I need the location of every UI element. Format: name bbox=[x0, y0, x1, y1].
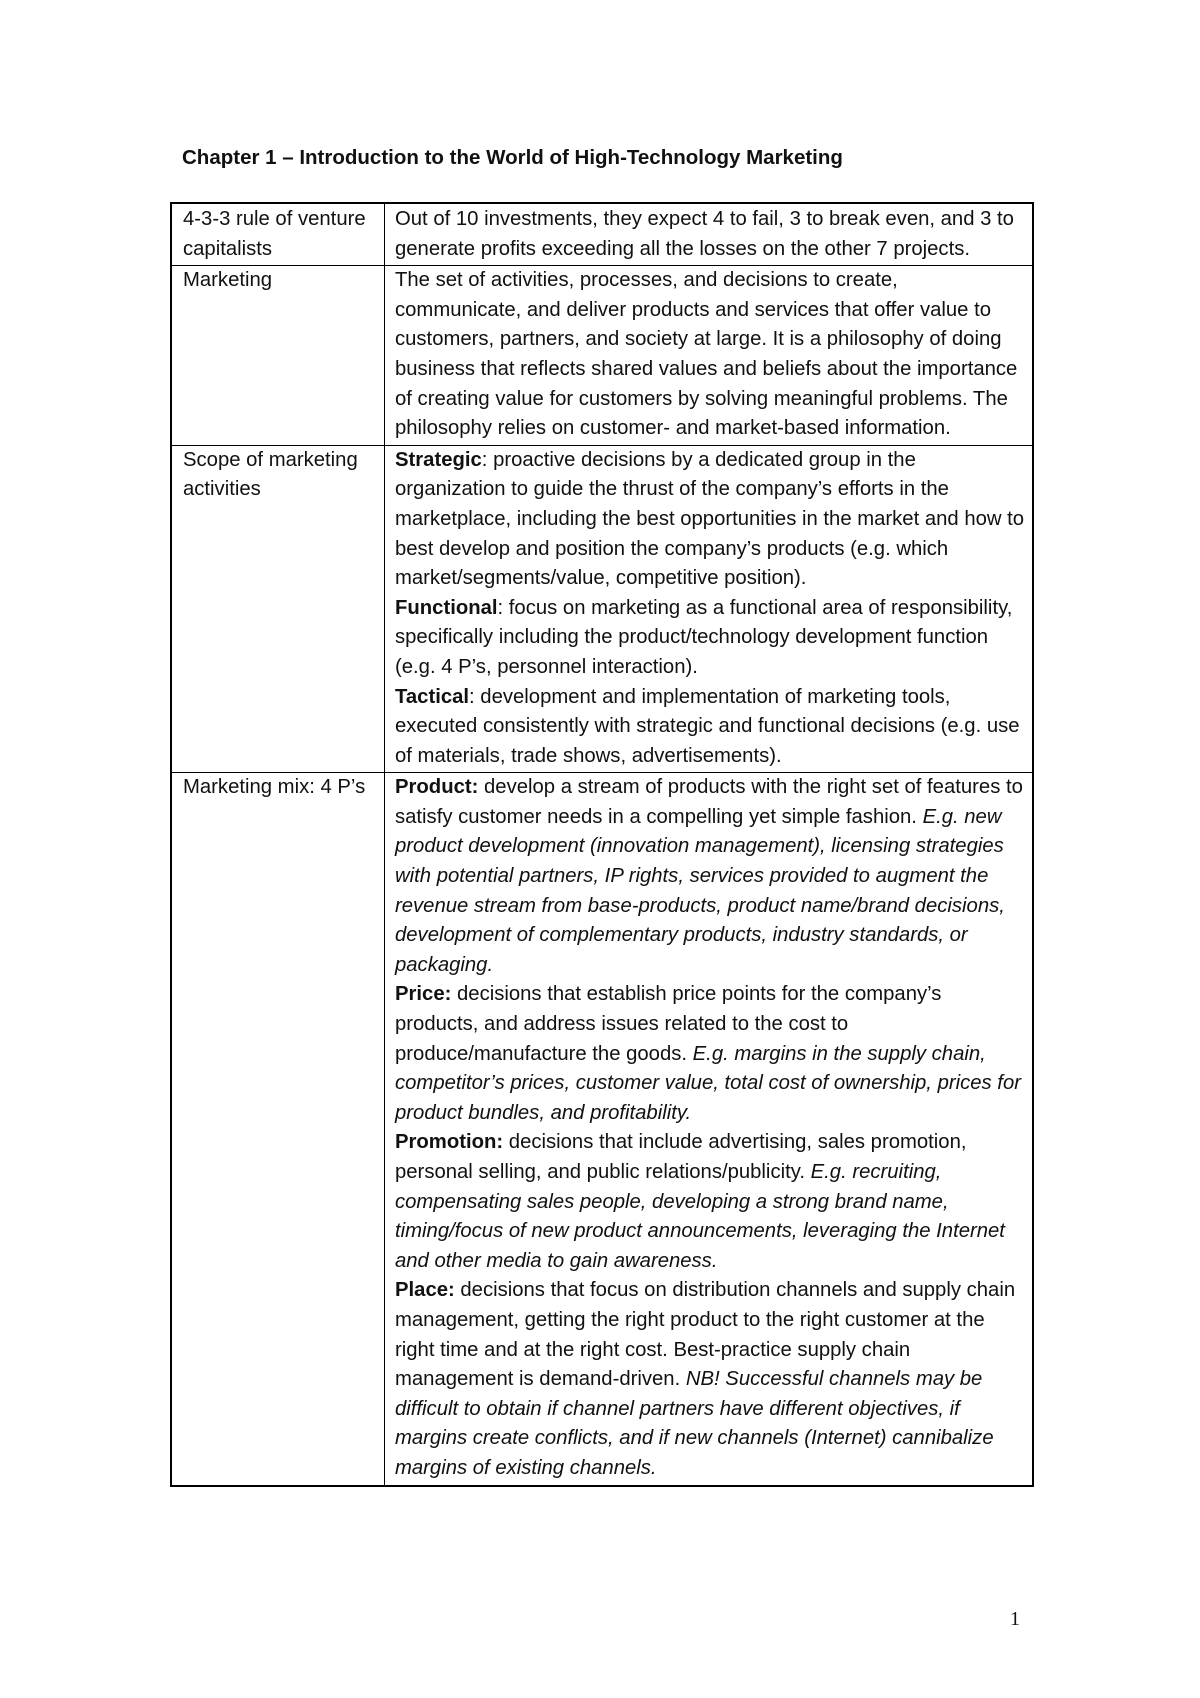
description-cell bbox=[385, 445, 1034, 773]
promotion-text: decisions that include advertising, sales promotion, personal selling, and public relations/publicity. bbox=[395, 1131, 967, 1183]
strategic-paragraph bbox=[395, 446, 1026, 594]
price-label: Price: bbox=[395, 983, 452, 1006]
table-row bbox=[171, 203, 1033, 266]
description-cell bbox=[385, 773, 1034, 1486]
place-label: Place: bbox=[395, 1279, 455, 1302]
table-row bbox=[171, 266, 1033, 446]
price-example: E.g. margins in the supply chain, competitor’s prices, customer value, total cost of ownership, prices for product bundles, and profitability. bbox=[395, 1042, 1021, 1124]
term-cell: Scope of marketing activities bbox=[171, 445, 385, 773]
strategic-text: : proactive decisions by a dedicated group in the organization to guide the thrust of the company’s efforts in the marketplace, including the best opportunities in the market and how to best develop and position the company’s products (e.g. which market/segments/value, competitive position). bbox=[395, 448, 1025, 590]
product-label: Product: bbox=[395, 776, 479, 799]
promotion-label: Promotion: bbox=[395, 1131, 504, 1154]
description-cell: Out of 10 investments, they expect 4 to fail, 3 to break even, and 3 to generate profits exceeding all the losses on the other 7 projects. bbox=[385, 203, 1034, 266]
promotion-paragraph bbox=[395, 1128, 1026, 1276]
promotion-example: E.g. recruiting, compensating sales people, developing a strong brand name, timing/focus of new product announcements, leveraging the Internet and other media to gain awareness. bbox=[395, 1161, 1005, 1272]
place-paragraph bbox=[395, 1276, 1026, 1483]
page-number: 1 bbox=[1010, 1608, 1020, 1630]
product-text: develop a stream of products with the right set of features to satisfy customer needs in a compelling yet simple fashion. bbox=[395, 776, 1023, 828]
place-example: NB! Successful channels may be difficult to obtain if channel partners have different objectives, if margins create conflicts, and if new channels (Internet) cannibalize margins of existing channels. bbox=[395, 1368, 994, 1479]
product-example: E.g. new product development (innovation management), licensing strategies with potential partners, IP rights, services provided to augment the revenue stream from base-products, product name/brand decisions, development of complementary products, industry standards, or packaging. bbox=[395, 805, 1005, 976]
price-text: decisions that establish price points for the company’s products, and address issues related to the cost to produce/manufacture the goods. bbox=[395, 983, 942, 1065]
functional-paragraph bbox=[395, 594, 1026, 683]
term-cell: Marketing mix: 4 P’s bbox=[171, 773, 385, 1486]
functional-label: Functional bbox=[395, 596, 498, 619]
table-row bbox=[171, 773, 1033, 1486]
tactical-text: : development and implementation of marketing tools, executed consistently with strategic and functional decisions (e.g. use of materials, trade shows, advertisements). bbox=[395, 685, 1020, 767]
tactical-paragraph bbox=[395, 683, 1026, 772]
tactical-label: Tactical bbox=[395, 685, 470, 708]
place-text: decisions that focus on distribution channels and supply chain management, getting the right product to the right customer at the right time and at the right cost. Best-practice supply chain management is demand-driven. bbox=[395, 1279, 1016, 1391]
glossary-table bbox=[170, 202, 1034, 1487]
price-paragraph bbox=[395, 980, 1026, 1128]
page-title: Chapter 1 – Introduction to the World of High-Technology Marketing bbox=[182, 146, 843, 169]
term-cell: Marketing bbox=[171, 266, 385, 446]
product-paragraph bbox=[395, 773, 1026, 980]
strategic-label: Strategic bbox=[395, 448, 482, 471]
table-row bbox=[171, 445, 1033, 773]
term-cell: 4-3-3 rule of venture capitalists bbox=[171, 203, 385, 266]
description-cell: The set of activities, processes, and decisions to create, communicate, and deliver products and services that offer value to customers, partners, and society at large. It is a philosophy of doing business that reflects shared values and beliefs about the importance of creating value for customers by solving meaningful problems. The philosophy relies on customer- and market-based information. bbox=[385, 266, 1034, 446]
functional-text: : focus on marketing as a functional area of responsibility, specifically including the product/technology development function (e.g. 4 P’s, personnel interaction). bbox=[395, 596, 1013, 678]
